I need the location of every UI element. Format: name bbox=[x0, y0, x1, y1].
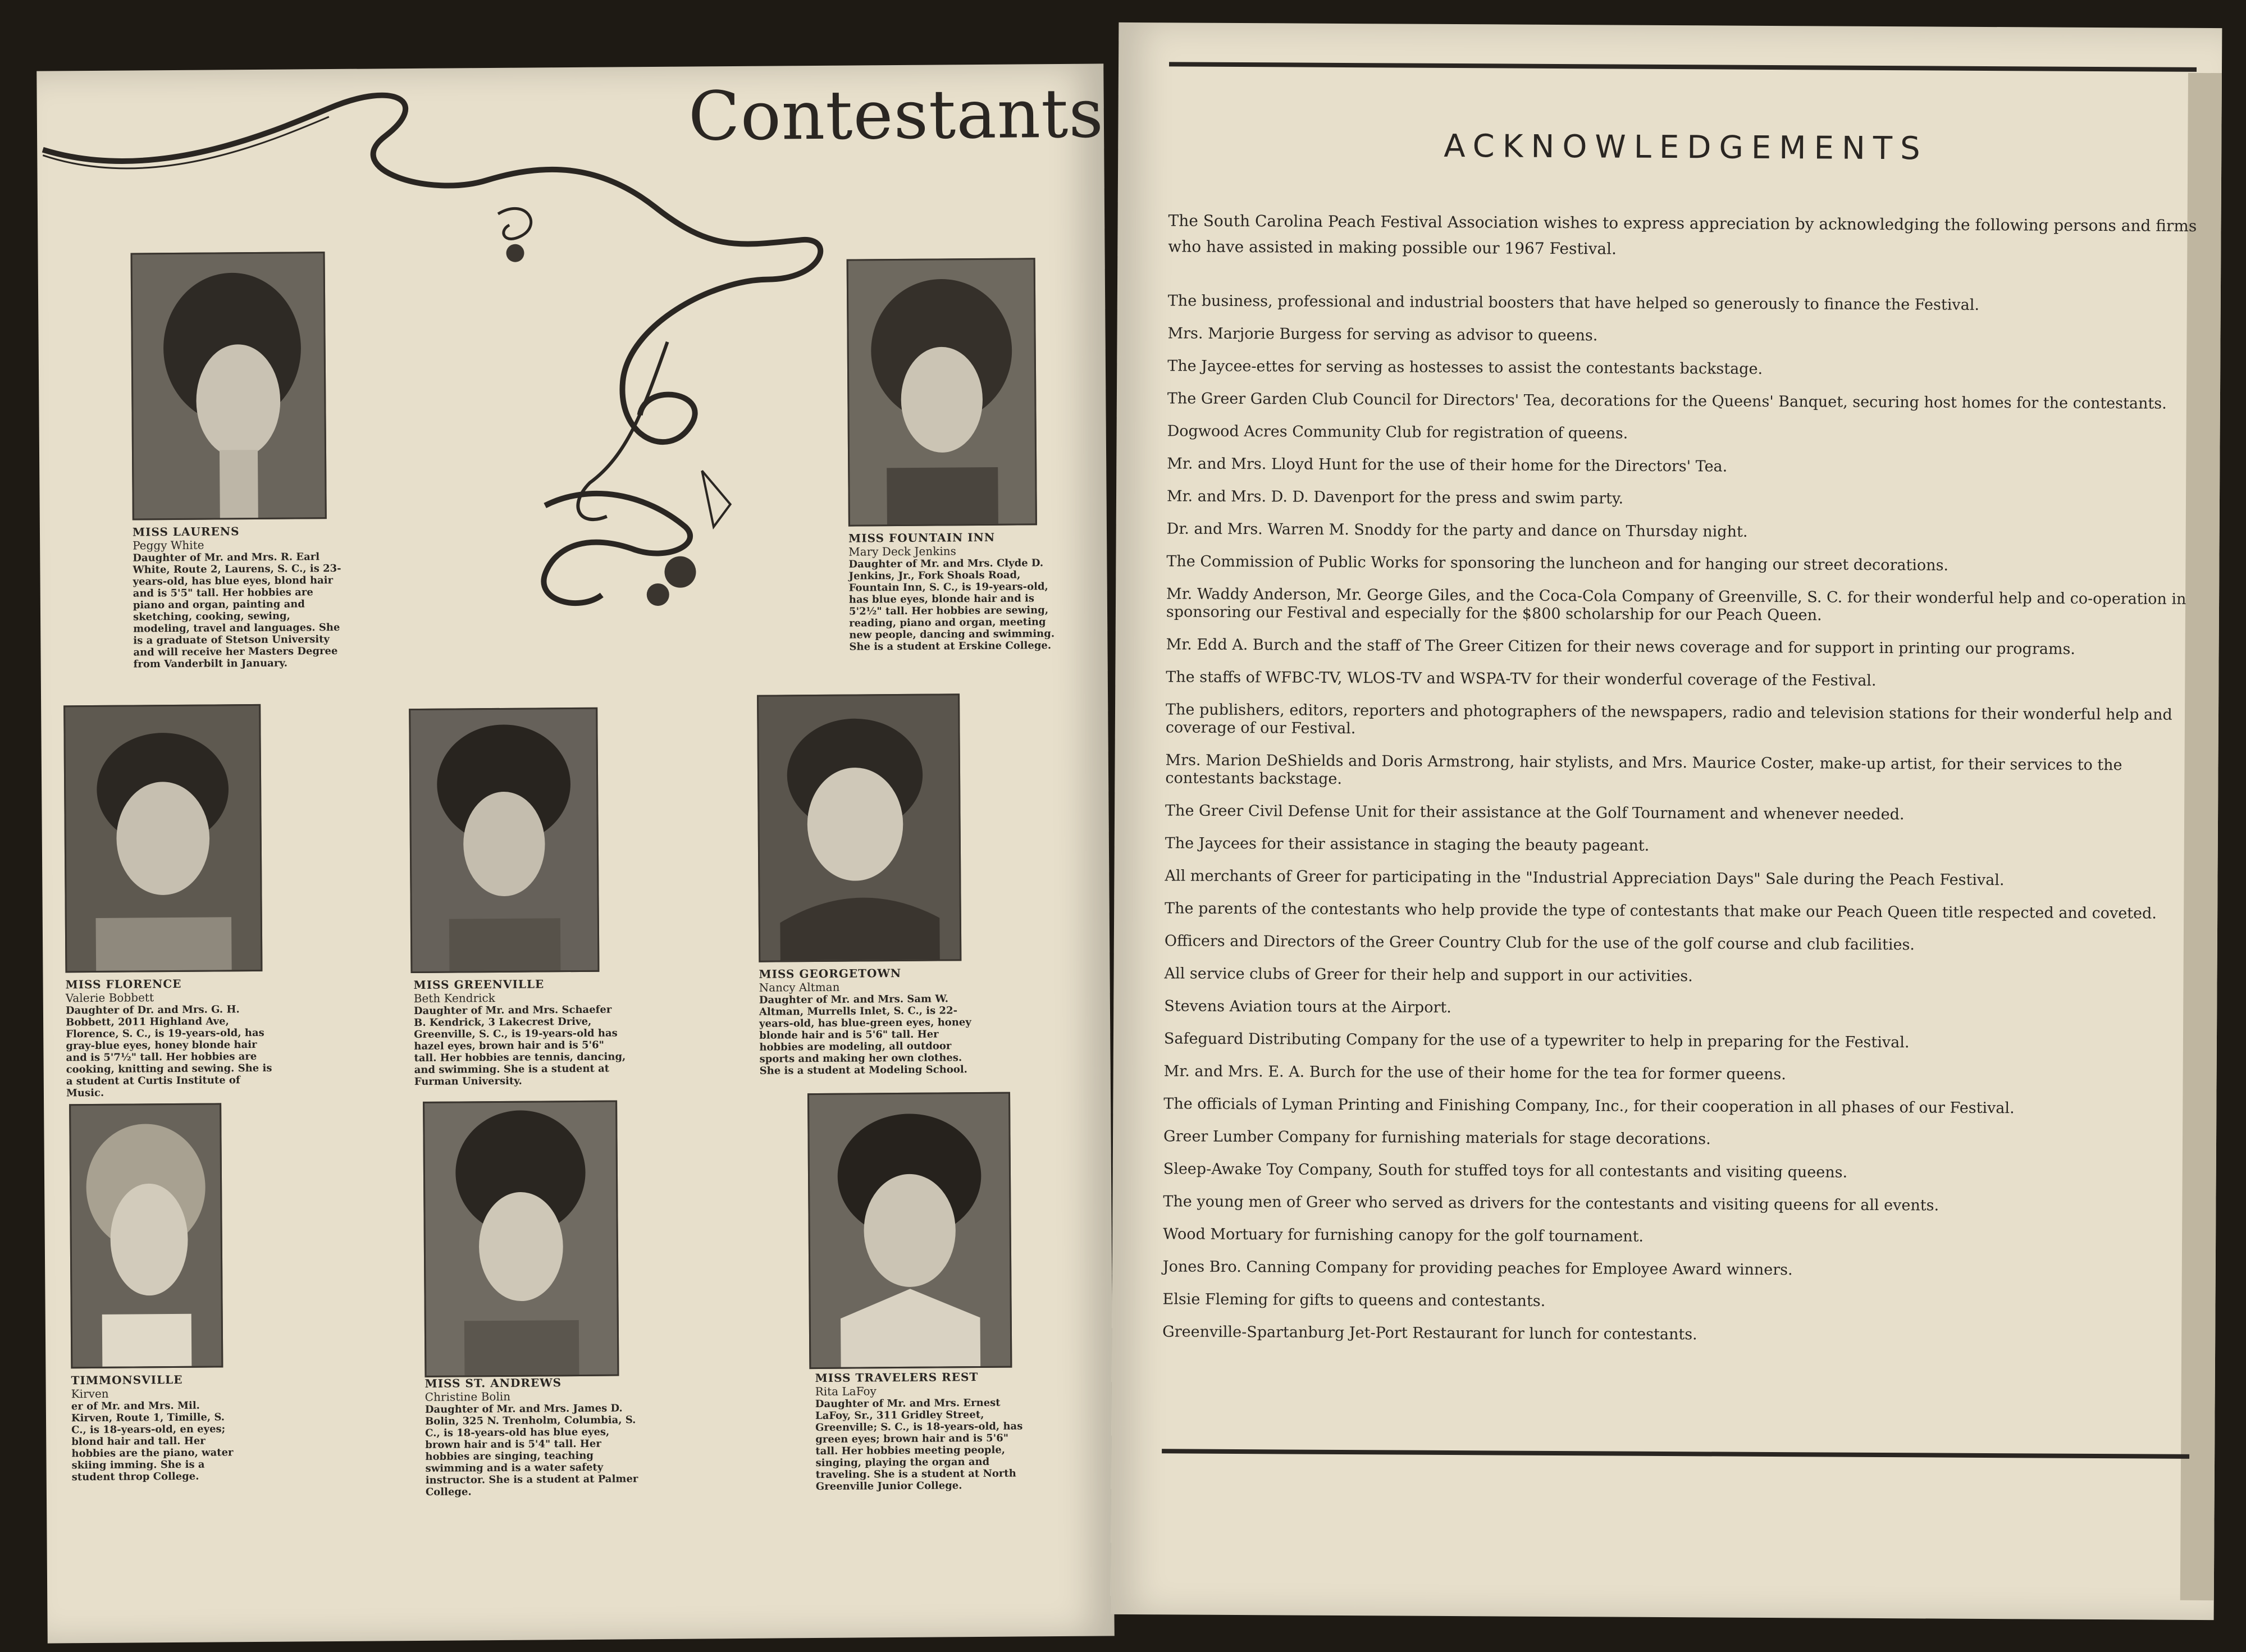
contestant-name: Beth Kendrick bbox=[413, 991, 495, 1006]
contestant-name: Kirven bbox=[71, 1386, 109, 1401]
contestant-caption bbox=[414, 976, 628, 1088]
contestant-bio: Daughter of Mr. and Mrs. Sam W. Altman, Murrells Inlet, S. C., is 22-years-old, has blue-green eyes, honey blonde hair and is 5'6" tall. Her hobbies are modeling, all outdoor sports and making her own clothes. She is a student at Modeling School. bbox=[759, 993, 971, 1077]
contestant-photo bbox=[409, 708, 599, 973]
contestant-title: MISS FLORENCE bbox=[65, 976, 182, 992]
acknowledgement-item: Mr. Waddy Anderson, Mr. George Giles, and the Coca-Cola Company of Greenville, S. C. for their wonderful help and co-operation in sponsoring our Festival and especially for the $800 scholarship for our Peach Queen. bbox=[1166, 585, 2186, 624]
acknowledgement-item: Jones Bro. Canning Company for providing peaches for Employee Award winners. bbox=[1162, 1258, 1793, 1279]
contestant-name: Rita LaFoy bbox=[815, 1384, 877, 1399]
acknowledgement-item: The young men of Greer who served as drivers for the contestants and visiting queens for all events. bbox=[1163, 1193, 1939, 1215]
contestant-bio: Daughter of Mr. and Mrs. Schaefer B. Kendrick, 3 Lakecrest Drive, Greenville, S. C., is 19-years-old has hazel eyes, brown hair and is 5'6" tall. Her hobbies are tennis, dancing, and swimming. She is a student at Furman University. bbox=[413, 1003, 626, 1088]
acknowledgement-item: Dogwood Acres Community Club for registration of queens. bbox=[1167, 422, 1628, 442]
acknowledgement-item: The Commission of Public Works for sponsoring the luncheon and for hanging our street decorations. bbox=[1166, 553, 1949, 574]
acknowledgement-item: Safeguard Distributing Company for the use of a typewriter to help in preparing for the Festival. bbox=[1163, 1030, 1910, 1052]
contestant-photo bbox=[847, 258, 1037, 526]
acknowledgement-item: The officials of Lyman Printing and Finishing Company, Inc., for their cooperation in all phases of our Festival. bbox=[1163, 1095, 2015, 1117]
top-rule bbox=[1169, 62, 2197, 72]
contestant-photo bbox=[63, 704, 262, 973]
contestant-name: Mary Deck Jenkins bbox=[848, 544, 956, 559]
contestant-photo bbox=[131, 252, 327, 520]
acknowledgement-item: All merchants of Greer for participating in the "Industrial Appreciation Days" Sale during the Peach Festival. bbox=[1165, 867, 2005, 889]
contestant-name: Peggy White bbox=[133, 538, 204, 553]
contestant-caption bbox=[759, 966, 973, 1077]
contestant-name: Christine Bolin bbox=[424, 1389, 511, 1404]
acknowledgements-title: ACKNOWLEDGEMENTS bbox=[1444, 127, 1928, 167]
contestant-title: MISS GREENVILLE bbox=[413, 977, 545, 992]
contestant-photo bbox=[807, 1092, 1012, 1370]
acknowledgement-item: Mr. and Mrs. E. A. Burch for the use of their home for the tea for former queens. bbox=[1163, 1062, 1786, 1084]
acknowledgement-item: Officers and Directors of the Greer Country Club for the use of the golf course and club facilities. bbox=[1164, 932, 1915, 954]
contestant-photo bbox=[423, 1100, 619, 1377]
contestant-title: MISS GEORGETOWN bbox=[759, 966, 902, 981]
acknowledgements-list bbox=[1162, 292, 2207, 1361]
acknowledgement-item: Mr. Edd A. Burch and the staff of The Greer Citizen for their news coverage and for support in printing our programs. bbox=[1166, 636, 2076, 658]
contestant-caption bbox=[815, 1370, 1029, 1493]
contestant-caption bbox=[848, 530, 1062, 653]
contestant-title: MISS FOUNTAIN INN bbox=[848, 530, 996, 545]
acknowledgement-item: Elsie Fleming for gifts to queens and contestants. bbox=[1162, 1290, 1546, 1310]
acknowledgement-item: Mrs. Marion DeShields and Doris Armstrong, hair stylists, and Mrs. Maurice Coster, make-up artist, for their services to the contestants backstage. bbox=[1165, 751, 2122, 788]
contestant-bio: Daughter of Mr. and Mrs. Clyde D. Jenkins, Jr., Fork Shoals Road, Fountain Inn, S. C., is 19-years-old, has blue eyes, blonde hair and is 5'2½" tall. Her hobbies are sewing, reading, piano and organ, meeting new people, dancing and swimming. She is a student at Erskine College. bbox=[848, 557, 1055, 653]
acknowledgement-item: Mr. and Mrs. D. D. Davenport for the press and swim party. bbox=[1166, 487, 1624, 508]
contestant-name: Valerie Bobbett bbox=[65, 991, 154, 1005]
contestant-name: Nancy Altman bbox=[759, 980, 840, 994]
acknowledgement-item: Sleep-Awake Toy Company, South for stuffed toys for all contestants and visiting queens. bbox=[1163, 1160, 1848, 1181]
acknowledgement-item: The publishers, editors, reporters and photographers of the newspapers, radio and television stations for their wonderful help and coverage of our Festival. bbox=[1165, 701, 2172, 738]
contestant-title: TIMMONSVILLE bbox=[71, 1372, 183, 1388]
contestant-photo bbox=[69, 1103, 223, 1368]
acknowledgement-item: All service clubs of Greer for their help and support in our activities. bbox=[1164, 965, 1693, 985]
acknowledgement-item: The business, professional and industrial boosters that have helped so generously to finance the Festival. bbox=[1167, 292, 1980, 314]
acknowledgement-item: The staffs of WFBC-TV, WLOS-TV and WSPA-TV for their wonderful coverage of the Festival. bbox=[1166, 668, 1877, 690]
acknowledgement-item: Dr. and Mrs. Warren M. Snoddy for the party and dance on Thursday night. bbox=[1166, 520, 1748, 541]
contestant-bio: Daughter of Mr. and Mrs. R. Earl White, Route 2, Laurens, S. C., is 23-years-old, has blue eyes, blond hair and is 5'5" tall. Her hobbies are piano and organ, painting and sketching, cooking, sewing, modeling, travel and languages. She is a graduate of Stetson University and will receive her Masters Degree from Vanderbilt in January. bbox=[133, 551, 341, 670]
contestant-photo bbox=[757, 693, 961, 962]
contestant-title: MISS TRAVELERS REST bbox=[815, 1370, 979, 1385]
contestant-title: MISS ST. ANDREWS bbox=[424, 1376, 562, 1390]
contestant-bio: er of Mr. and Mrs. Mil. Kirven, Route 1, Timille, S. C., is 18-years-old, en eyes; blond hair and tall. Her hobbies are the piano, water skiing imming. She is a student throp College. bbox=[71, 1399, 234, 1484]
acknowledgement-item: Mr. and Mrs. Lloyd Hunt for the use of their home for the Directors' Tea. bbox=[1167, 455, 1728, 476]
acknowledgement-item: The parents of the contestants who help provide the type of contestants that make our Peach Queen title respected and coveted. bbox=[1165, 900, 2157, 923]
contestant-bio: Daughter of Mr. and Mrs. Ernest LaFoy, Sr., 311 Gridley Street, Greenville; S. C., is 18-years-old, has green eyes; brown hair and is 5'6" tall. Her hobbies meeting people, singing, playing the organ and traveling. She is a student at North Greenville Junior College. bbox=[815, 1397, 1023, 1493]
acknowledgement-item: Wood Mortuary for furnishing canopy for the golf tournament. bbox=[1163, 1225, 1644, 1245]
acknowledgement-item: Greenville-Spartanburg Jet-Port Restaurant for lunch for contestants. bbox=[1162, 1323, 1697, 1344]
acknowledgement-item: The Greer Civil Defense Unit for their assistance at the Golf Tournament and whenever needed. bbox=[1165, 802, 1905, 824]
acknowledgements-intro: The South Carolina Peach Festival Association wishes to express appreciation by acknowledging the following persons and firms who have assisted in making possible our 1967 Festival. bbox=[1168, 211, 2197, 258]
contestant-caption bbox=[66, 976, 280, 1099]
left-page bbox=[36, 63, 1115, 1643]
acknowledgement-item: The Jaycees for their assistance in staging the beauty pageant. bbox=[1165, 834, 1650, 855]
acknowledgement-item: Greer Lumber Company for furnishing materials for stage decorations. bbox=[1163, 1128, 1711, 1148]
contestant-caption bbox=[424, 1375, 638, 1498]
acknowledgement-item: The Jaycee-ettes for serving as hostesses to assist the contestants backstage. bbox=[1167, 357, 1763, 378]
contestant-caption bbox=[133, 524, 347, 670]
right-page bbox=[1111, 22, 2222, 1620]
acknowledgement-item: The Greer Garden Club Council for Directors' Tea, decorations for the Queens' Banquet, securing host homes for the contestants. bbox=[1167, 390, 2167, 413]
acknowledgement-item: Stevens Aviation tours at the Airport. bbox=[1164, 997, 1451, 1017]
contestant-bio: Daughter of Dr. and Mrs. G. H. Bobbett, 2011 Highland Ave, Florence, S. C., is 19-years-old, has gray-blue eyes, honey blonde hair and is 5'7½" tall. Her hobbies are cooking, knitting and sewing. She is a student at Curtis Institute of Music. bbox=[65, 1003, 272, 1099]
bottom-rule bbox=[1162, 1449, 2189, 1459]
acknowledgement-item: Mrs. Marjorie Burgess for serving as advisor to queens. bbox=[1167, 325, 1598, 345]
contestant-caption bbox=[71, 1372, 240, 1483]
contestant-title: MISS LAURENS bbox=[132, 524, 240, 539]
contestant-bio: Daughter of Mr. and Mrs. James D. Bolin, 325 N. Trenholm, Columbia, S. C., is 18-years-old has blue eyes, brown hair and is 5'4" tall. Her hobbies are singing, teaching swimming and is a water safety instructor. She is a student at Palmer College. bbox=[424, 1402, 638, 1498]
page-title: Contestants bbox=[688, 75, 1104, 156]
